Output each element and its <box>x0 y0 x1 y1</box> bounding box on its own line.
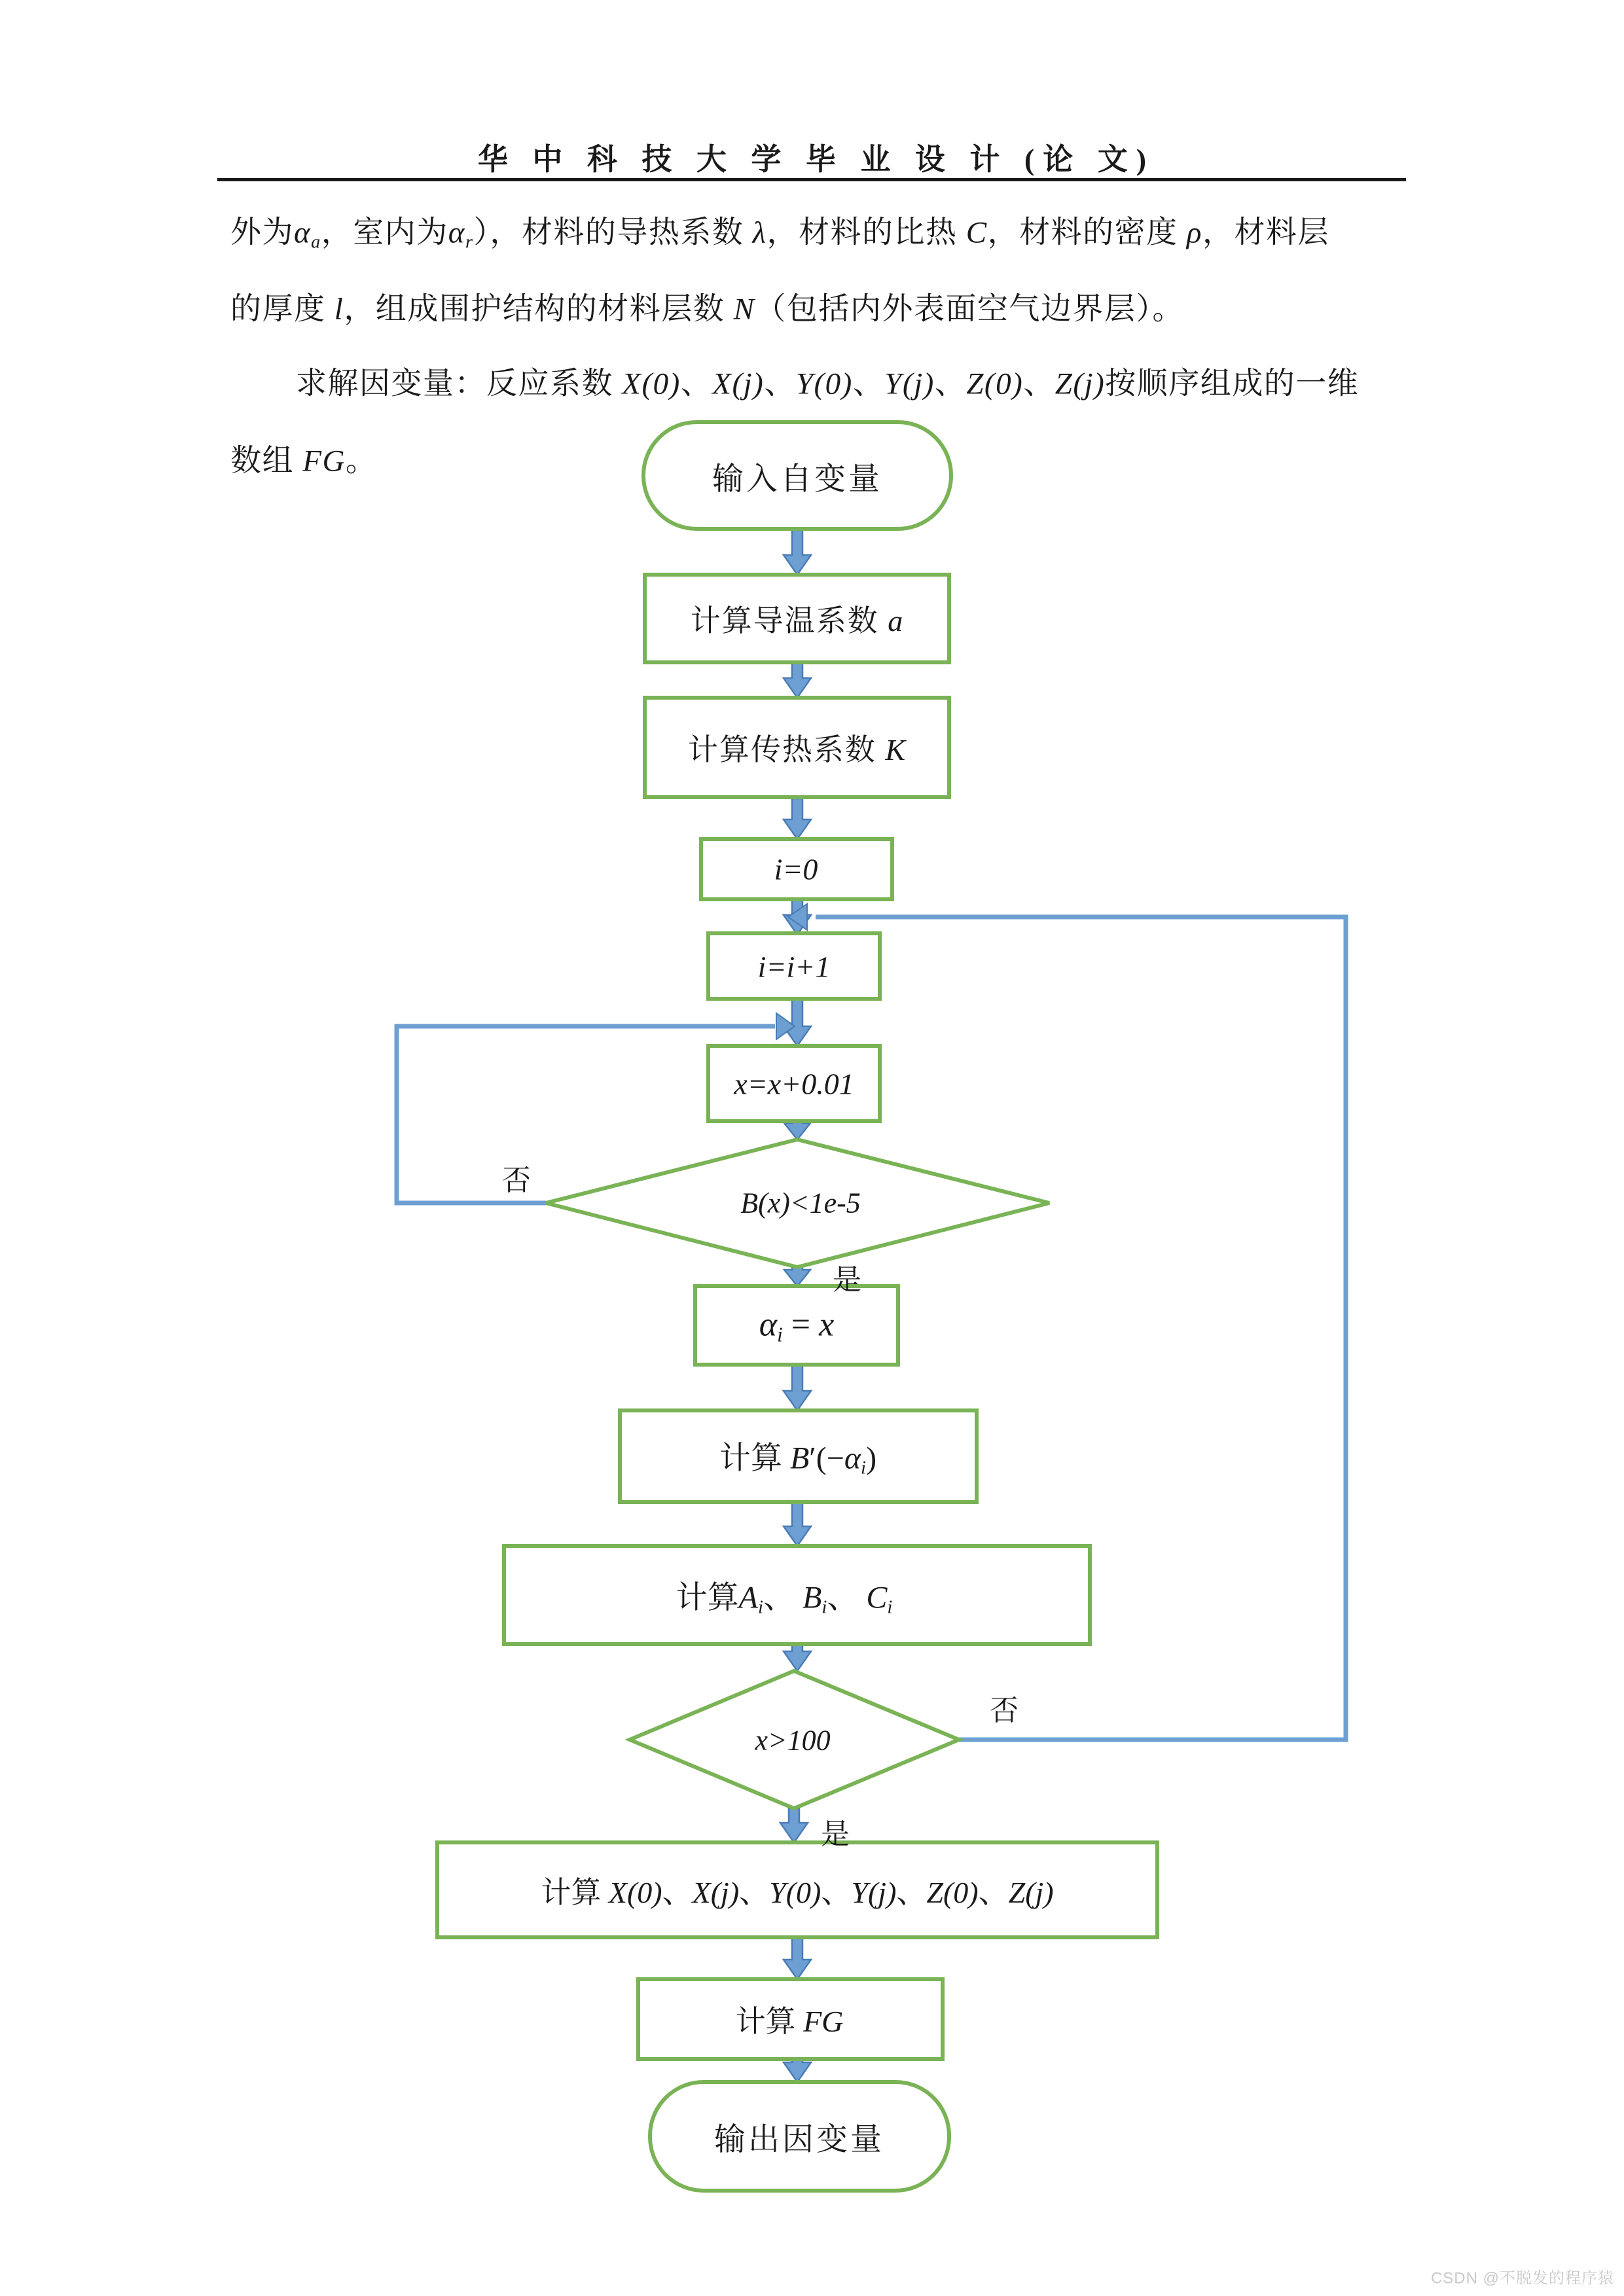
text-segment: ，材料层 <box>1202 215 1329 250</box>
label-inc-i <box>758 950 831 984</box>
text-segment: ′(− <box>809 1441 844 1476</box>
text-segment: 、 <box>764 367 796 401</box>
arrow-abc-to-cond-x <box>784 1644 811 1671</box>
text-segment: 输出因变量 <box>713 2122 885 2157</box>
text-segment: i <box>861 1457 867 1479</box>
text-segment: X(j) <box>712 367 765 401</box>
text-segment: 、 <box>739 1876 770 1909</box>
text-segment: X(0) <box>608 1876 662 1909</box>
text-segment: 输入自变量 <box>712 461 883 497</box>
arrow-cond-b-yes-to-alpha <box>784 1267 810 1286</box>
text-segment: 、 <box>827 1580 867 1615</box>
text-segment: K <box>885 733 907 766</box>
label-init-i <box>774 852 818 887</box>
text-segment: N <box>733 292 755 327</box>
text-segment: Y(j) <box>884 367 935 401</box>
branch-label-cond-b-no: 否 <box>502 1164 531 1196</box>
text-segment: FG <box>302 444 346 478</box>
text-segment: a <box>311 232 321 253</box>
arrow-bprime-to-abc <box>784 1502 811 1546</box>
arrow-inc-x-to-cond-b <box>784 1121 810 1139</box>
text-segment: FG <box>803 2005 844 2038</box>
text-segment: λ <box>752 215 767 250</box>
text-segment: l <box>334 292 344 327</box>
text-segment: 计算 <box>735 2005 804 2038</box>
text-segment: x <box>819 1306 835 1344</box>
text-segment: 求解因变量：反应系数 <box>296 367 623 401</box>
label-calc-bprime <box>719 1432 876 1479</box>
label-assign-alpha <box>759 1306 834 1347</box>
text-segment: = <box>782 1306 820 1344</box>
text-segment: α <box>294 215 312 250</box>
label-start <box>712 454 882 499</box>
text-segment: 、 <box>763 1580 803 1615</box>
text-segment: C <box>965 215 988 250</box>
text-segment: 、 <box>1023 367 1055 401</box>
branch-label-cond-x-yes: 是 <box>821 1818 850 1850</box>
text-segment: a <box>888 604 905 637</box>
page-header-title: 华 中 科 技 大 学 毕 业 设 计 (论 文) <box>477 143 1155 176</box>
text-segment: 、 <box>852 367 885 401</box>
arrow-cond-x-yes-to-xyz <box>780 1808 808 1842</box>
text-segment: ) <box>866 1441 877 1476</box>
text-segment: 。 <box>345 444 378 478</box>
arrow-start-to-calc-a <box>784 530 811 575</box>
text-segment: i <box>821 1596 827 1618</box>
text-segment: ，室内为 <box>321 215 448 250</box>
text-segment: x=x+0.01 <box>734 1067 854 1101</box>
text-segment: α <box>759 1306 778 1344</box>
text-segment: Z(j) <box>1008 1876 1054 1909</box>
arrow-calc-a-to-calc-k <box>784 662 811 698</box>
label-calc-a <box>691 597 905 640</box>
arrow-fg-to-end <box>784 2059 811 2082</box>
text-segment: 外为 <box>230 215 294 250</box>
text-segment: Y(0) <box>769 1876 821 1909</box>
text-segment: 数组 <box>230 444 303 478</box>
text-segment: 、 <box>680 367 713 401</box>
text-segment: 、 <box>662 1876 693 1909</box>
text-segment: 计算 <box>676 1580 739 1615</box>
text-segment: i <box>887 1596 893 1618</box>
text-segment: i=i+1 <box>757 950 831 984</box>
text-segment: α <box>448 215 465 250</box>
text-segment: C <box>866 1580 888 1615</box>
text-segment: i=0 <box>774 852 818 886</box>
text-segment: Z(j) <box>1055 367 1106 401</box>
text-segment: α <box>844 1441 861 1476</box>
text-segment: 计算 <box>541 1876 609 1909</box>
text-segment: （包括内外表面空气边界层）。 <box>755 292 1184 327</box>
text-segment: B <box>802 1580 822 1615</box>
arrow-alpha-to-bprime <box>784 1365 811 1410</box>
branch-label-cond-b-yes: 是 <box>833 1264 861 1296</box>
text-segment: 计算 <box>719 1441 790 1476</box>
text-segment: B(x)<1e-5 <box>740 1187 861 1219</box>
label-cond-b <box>740 1187 861 1220</box>
text-segment: x>100 <box>755 1724 831 1757</box>
text-segment: 计算导温系数 <box>690 604 888 637</box>
text-segment: 按顺序组成的一维 <box>1105 367 1360 401</box>
text-segment: ，组成围护结构的材料层数 <box>344 292 734 327</box>
arrow-xyz-to-fg <box>784 1937 811 1979</box>
text-segment: 的厚度 <box>230 292 334 327</box>
text-segment: 、 <box>978 1876 1009 1909</box>
text-segment: i <box>777 1323 783 1346</box>
text-segment: Z(0) <box>926 1876 979 1909</box>
text-segment: ，材料的密度 <box>987 215 1187 250</box>
branch-label-cond-x-no: 否 <box>990 1695 1019 1727</box>
text-segment: r <box>465 232 474 253</box>
text-segment: ρ <box>1186 215 1202 250</box>
label-end <box>714 2114 884 2159</box>
label-calc-k <box>688 726 907 769</box>
text-segment: 、 <box>896 1876 927 1909</box>
text-segment: 、 <box>934 367 967 401</box>
text-segment: ），材料的导热系数 <box>473 215 753 250</box>
text-segment: 、 <box>821 1876 852 1909</box>
text-segment: i <box>757 1596 763 1618</box>
text-segment: B <box>789 1441 810 1476</box>
label-inc-x <box>734 1067 854 1102</box>
text-segment: Y(j) <box>851 1876 897 1909</box>
text-segment: ，材料的比热 <box>767 215 966 250</box>
label-cond-x <box>755 1724 830 1757</box>
text-segment: Z(0) <box>966 367 1024 401</box>
text-segment: 计算传热系数 <box>687 733 886 766</box>
text-segment: A <box>738 1580 758 1615</box>
text-segment: X(j) <box>692 1876 740 1909</box>
text-segment: X(0) <box>622 367 681 401</box>
label-calc-fg <box>736 1998 844 2041</box>
arrow-calc-k-to-init-i <box>784 798 811 839</box>
watermark: CSDN @不脱发的程序猿 <box>1430 2269 1614 2287</box>
text-segment: Y(0) <box>795 367 853 401</box>
label-calc-xyz <box>541 1869 1053 1912</box>
label-calc-abc <box>676 1571 893 1618</box>
